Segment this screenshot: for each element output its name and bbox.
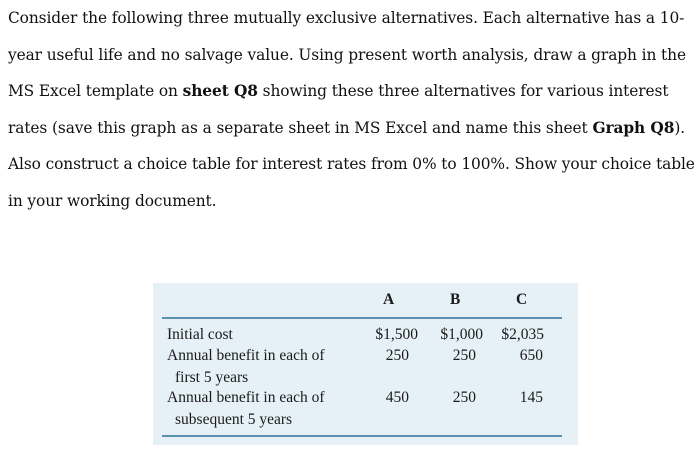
cell-b-benefit-first: 250: [452, 347, 476, 364]
problem-line-1: Consider the following three mutually exclusive alternatives. Each alternative has a 10-: [8, 9, 685, 27]
problem-line-4: rates (save this graph as a separate sheet in MS Excel and name this sheet Graph Q8).: [8, 118, 686, 137]
column-header-a: A: [383, 291, 395, 308]
row-label-benefit-subsequent: Annual benefit in each of: [167, 389, 325, 406]
alternatives-table: [153, 283, 578, 445]
column-header-b: B: [450, 291, 461, 308]
row-label-benefit-first-cont: first 5 years: [175, 369, 249, 386]
cell-b-benefit-subsequent: 250: [452, 389, 476, 406]
problem-line-5: Also construct a choice table for interest rates from 0% to 100%. Show your choice table: [8, 155, 695, 174]
problem-line-2: year useful life and no salvage value. Using present worth analysis, draw a graph in the: [8, 45, 686, 64]
cell-c-initial-cost: $2,035: [501, 326, 544, 343]
cell-c-benefit-subsequent: 145: [519, 389, 543, 406]
footer-rule: [162, 435, 562, 437]
cell-a-initial-cost: $1,500: [375, 326, 418, 343]
graph-name-emphasis: Graph Q8: [592, 118, 675, 137]
cell-a-benefit-subsequent: 450: [385, 389, 409, 406]
problem-line-6: in your working document.: [8, 191, 217, 210]
cell-c-benefit-first: 650: [519, 347, 543, 364]
row-label-benefit-subsequent-cont: subsequent 5 years: [175, 411, 293, 428]
row-label-benefit-first: Annual benefit in each of: [167, 347, 325, 364]
problem-statement: [8, 0, 696, 220]
cell-a-benefit-first: 250: [385, 347, 409, 364]
cell-b-initial-cost: $1,000: [440, 326, 483, 343]
problem-line-3: MS Excel template on sheet Q8 showing these three alternatives for various interest: [8, 82, 669, 101]
header-rule: [162, 317, 562, 319]
sheet-name-emphasis: sheet Q8: [182, 82, 258, 101]
column-header-c: C: [516, 291, 528, 308]
row-label-initial-cost: Initial cost: [167, 326, 233, 343]
